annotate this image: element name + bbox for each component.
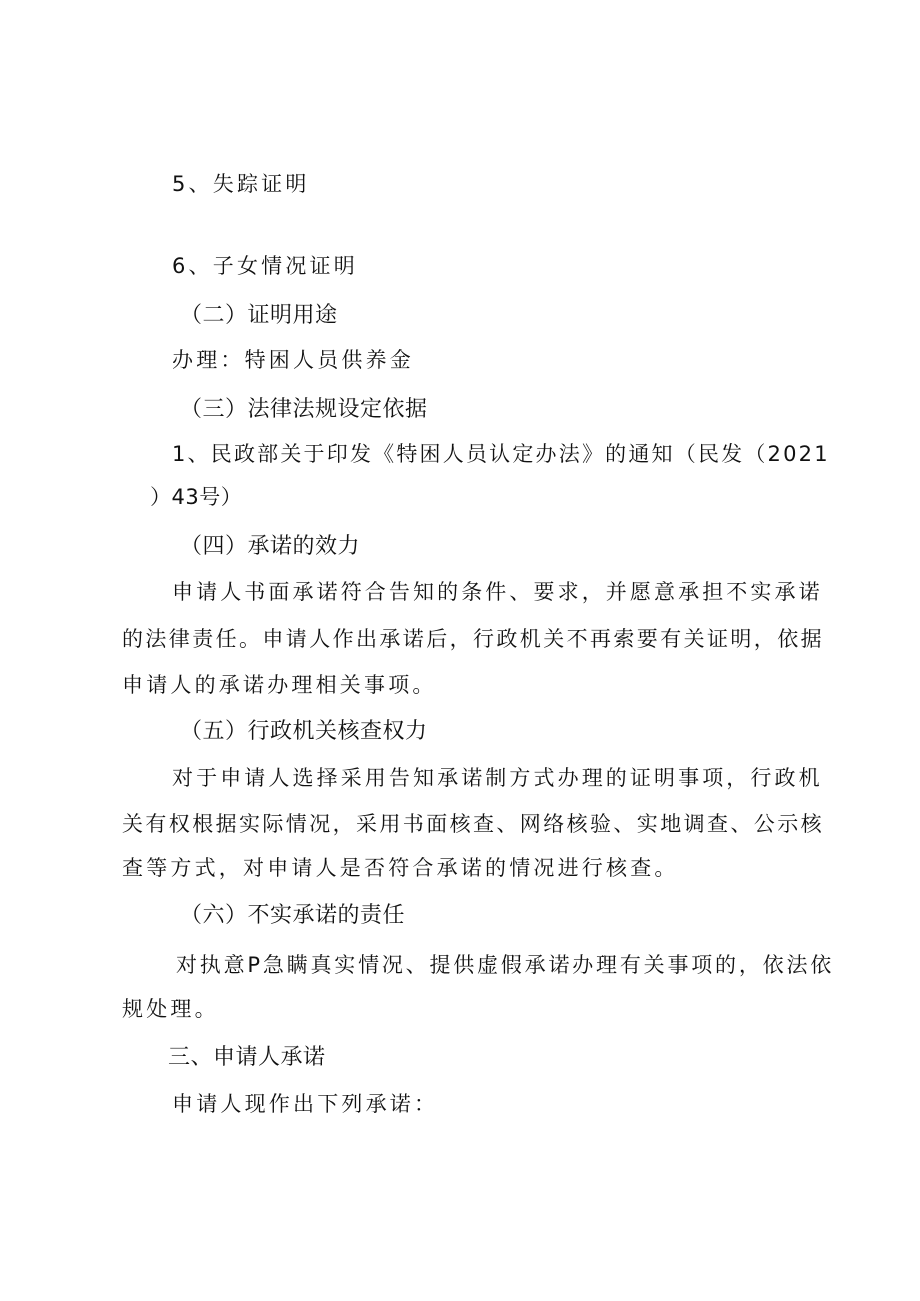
paragraph-legal-basis-2: ）43号） (150, 485, 243, 509)
paragraph-verification-3: 查等方式，对申请人是否符合承诺的情况进行核查。 (122, 856, 679, 880)
section-heading-commitment-effect: （四）承诺的效力 (180, 534, 361, 559)
paragraph-false-2: 规处理。 (122, 997, 219, 1021)
paragraph-legal-basis-1: 1、民政部关于印发《特困人员认定办法》的通知（民发（2021 (172, 442, 830, 466)
list-item-children-proof: 6、子女情况证明 (172, 254, 358, 278)
paragraph-effect-3: 申请人的承诺办理相关事项。 (122, 673, 437, 697)
paragraph-verification-1: 对于申请人选择采用告知承诺制方式办理的证明事项，行政机 (172, 766, 823, 790)
section-heading-proof-purpose: （二）证明用途 (180, 303, 338, 328)
paragraph-effect-1: 申请人书面承诺符合告知的条件、要求，并愿意承担不实承诺 (172, 580, 823, 604)
list-item-missing-proof: 5、失踪证明 (172, 172, 310, 196)
section-heading-applicant-commitment: 三、申请人承诺 (168, 1045, 326, 1070)
paragraph-false-1: 对执意P急瞒真实情况、提供虚假承诺办理有关事项的，依法依 (176, 953, 835, 977)
section-heading-verification-power: （五）行政机关核查权力 (180, 719, 428, 744)
section-heading-false-commitment: （六）不实承诺的责任 (180, 903, 406, 928)
paragraph-verification-2: 关有权根据实际情况，采用书面核查、网络核验、实地调查、公示核 (122, 812, 824, 836)
section-heading-legal-basis: （三）法律法规设定依据 (180, 397, 428, 422)
paragraph-applicant-commitment: 申请人现作出下列承诺： (172, 1092, 439, 1116)
paragraph-effect-2: 的法律责任。申请人作出承诺后，行政机关不再索要有关证明，依据 (122, 627, 824, 651)
paragraph-purpose: 办理：特困人员供养金 (172, 348, 414, 372)
